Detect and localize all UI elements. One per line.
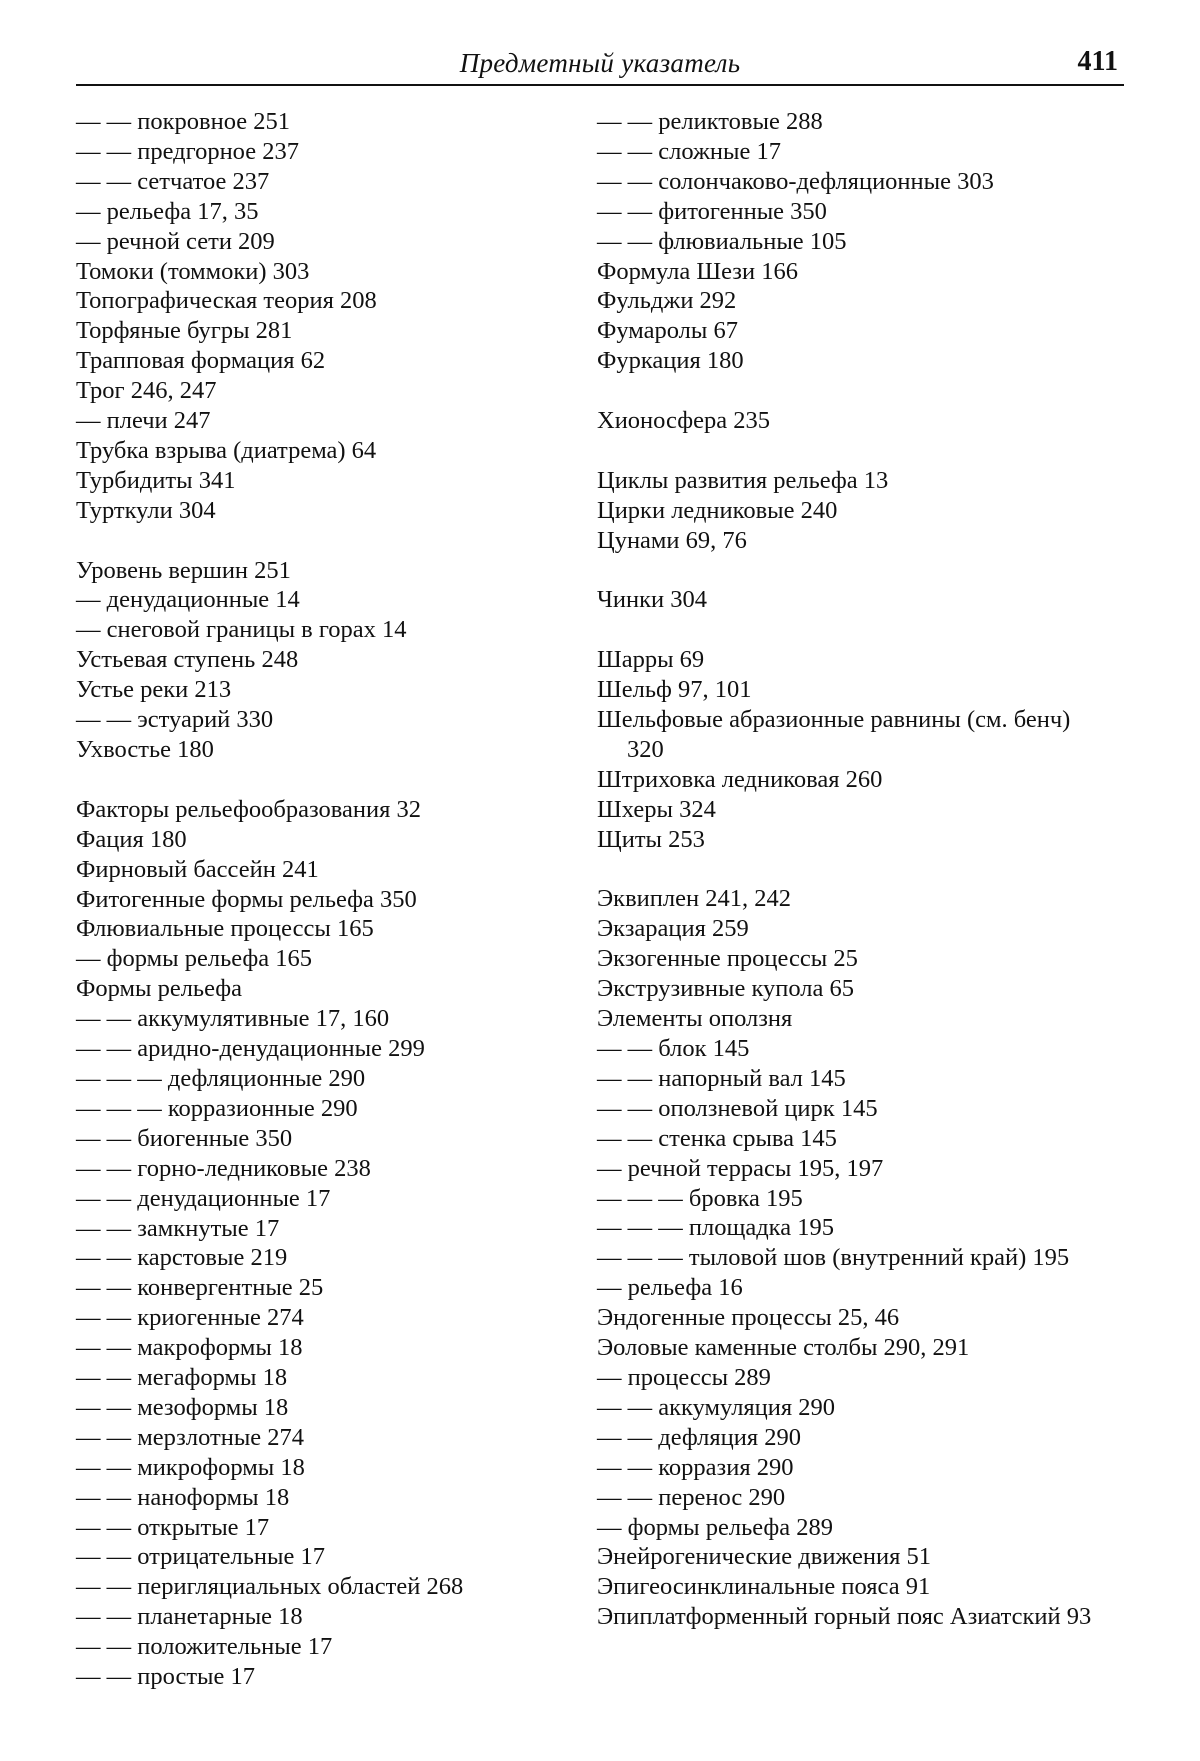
index-entry: Экзарация 259 bbox=[597, 915, 749, 943]
index-entry: Элементы оползня bbox=[597, 1005, 793, 1033]
index-entry: Фирновый бассейн 241 bbox=[76, 855, 319, 883]
index-entry: Эпиплатформенный горный пояс Азиатский 93 bbox=[597, 1603, 1092, 1631]
index-entry: Флювиальные процессы 165 bbox=[76, 915, 374, 943]
section-gap bbox=[597, 556, 1093, 586]
index-entry: — — сложные 17 bbox=[597, 137, 781, 165]
section-gap bbox=[76, 765, 576, 795]
section-gap bbox=[597, 376, 1093, 406]
index-entry: — — дефляция 290 bbox=[597, 1423, 802, 1451]
index-entry: — — аккумуляция 290 bbox=[597, 1393, 836, 1421]
index-entry: — — — тыловой шов (внутренний край) 195 bbox=[597, 1244, 1070, 1272]
index-entry: Цирки ледниковые 240 bbox=[597, 496, 838, 524]
index-entry: — плечи 247 bbox=[76, 407, 211, 435]
index-entry: Устьевая ступень 248 bbox=[76, 646, 299, 674]
index-entry: — — перенос 290 bbox=[597, 1483, 786, 1511]
index-entry: — — покровное 251 bbox=[76, 108, 290, 135]
index-entry: — формы рельефа 165 bbox=[76, 945, 313, 973]
index-entry: Шельфовые абразионные равнины (см. бенч) 320 bbox=[597, 706, 1071, 763]
index-entry: Шарры 69 bbox=[597, 646, 705, 674]
index-entry: — речной сети 209 bbox=[76, 227, 275, 255]
index-entry: — — аккумулятивные 17, 160 bbox=[76, 1005, 390, 1033]
index-entry: — — криогенные 274 bbox=[76, 1304, 304, 1332]
index-entry: — — сетчатое 237 bbox=[76, 167, 270, 195]
index-entry: — — биогенные 350 bbox=[76, 1124, 293, 1152]
index-entry: Эквиплен 241, 242 bbox=[597, 885, 791, 913]
index-entry: Хионосфера 235 bbox=[597, 407, 770, 435]
index-entry: — — — корразионные 290 bbox=[76, 1094, 358, 1122]
index-entry: — процессы 289 bbox=[597, 1363, 771, 1391]
index-entry: — — напорный вал 145 bbox=[597, 1064, 846, 1092]
index-entry: Трапповая формация 62 bbox=[76, 347, 326, 375]
index-entry: — — — площадка 195 bbox=[597, 1214, 834, 1242]
index-entry: Экзогенные процессы 25 bbox=[597, 945, 858, 973]
index-entry: Чинки 304 bbox=[597, 586, 708, 614]
index-entry: — — эстуарий 330 bbox=[76, 706, 274, 734]
index-entry: — рельефа 16 bbox=[597, 1274, 743, 1302]
index-entry: Формула Шези 166 bbox=[597, 257, 798, 285]
index-entry: — — горно-ледниковые 238 bbox=[76, 1154, 371, 1182]
index-entry: — — замкнутые 17 bbox=[76, 1214, 280, 1242]
index-entry: Турткули 304 bbox=[76, 496, 216, 524]
index-entry: — — солончаково-дефляционные 303 bbox=[597, 167, 994, 195]
index-entry: Цунами 69, 76 bbox=[597, 526, 747, 554]
index-entry: — денудационные 14 bbox=[76, 586, 300, 614]
index-entry: Эпигеосинклинальные пояса 91 bbox=[597, 1573, 931, 1601]
index-entry: — — блок 145 bbox=[597, 1035, 750, 1063]
index-entry: — снеговой границы в горах 14 bbox=[76, 616, 407, 644]
index-entry: Устье реки 213 bbox=[76, 676, 232, 704]
index-entry: Фация 180 bbox=[76, 825, 187, 853]
index-entry: — — аридно-денудационные 299 bbox=[76, 1035, 425, 1063]
index-entry: Трубка взрыва (диатрема) 64 bbox=[76, 436, 377, 464]
index-entry: — — карстовые 219 bbox=[76, 1244, 288, 1272]
index-entry: — — стенка срыва 145 bbox=[597, 1124, 837, 1152]
index-entry: — — флювиальные 105 bbox=[597, 227, 847, 255]
section-gap bbox=[76, 526, 576, 556]
page-header bbox=[76, 48, 1124, 88]
index-entry: Эоловые каменные столбы 290, 291 bbox=[597, 1334, 970, 1362]
index-entry: Фульджи 292 bbox=[597, 287, 737, 315]
index-entry: — речной террасы 195, 197 bbox=[597, 1154, 884, 1182]
index-entry: — — мерзлотные 274 bbox=[76, 1423, 305, 1451]
index-entry: — — мезоформы 18 bbox=[76, 1393, 289, 1421]
index-entry: — — отрицательные 17 bbox=[76, 1543, 325, 1571]
index-entry: Циклы развития рельефа 13 bbox=[597, 466, 889, 494]
index-entry: Трог 246, 247 bbox=[76, 377, 217, 405]
index-entry: — — перигляциальных областей 268 bbox=[76, 1573, 464, 1601]
section-gap bbox=[597, 855, 1093, 885]
index-column-left bbox=[76, 107, 576, 1692]
index-entry: Шельф 97, 101 bbox=[597, 676, 752, 704]
running-title: Предметный указатель bbox=[459, 48, 741, 78]
header-rule bbox=[76, 84, 1124, 86]
index-entry: Торфяные бугры 281 bbox=[76, 317, 293, 345]
index-entry: — — — бровка 195 bbox=[597, 1184, 803, 1212]
section-gap bbox=[597, 436, 1093, 466]
index-entry: Энейрогенические движения 51 bbox=[597, 1543, 932, 1571]
index-entry: Факторы рельефообразования 32 bbox=[76, 795, 421, 823]
index-entry: Ухвостье 180 bbox=[76, 736, 214, 764]
index-entry: — — наноформы 18 bbox=[76, 1483, 290, 1511]
index-entry: Уровень вершин 251 bbox=[76, 556, 291, 584]
index-entry: Формы рельефа bbox=[76, 975, 243, 1003]
index-entry: Штриховка ледниковая 260 bbox=[597, 765, 883, 793]
index-entry: — — открытые 17 bbox=[76, 1513, 270, 1541]
index-entry: — — — дефляционные 290 bbox=[76, 1064, 366, 1092]
index-entry: — — планетарные 18 bbox=[76, 1603, 303, 1631]
index-entry: — — реликтовые 288 bbox=[597, 108, 823, 135]
index-entry: — — фитогенные 350 bbox=[597, 197, 827, 225]
index-entry: Фумаролы 67 bbox=[597, 317, 738, 345]
index-entry: — — денудационные 17 bbox=[76, 1184, 331, 1212]
index-entry: Шхеры 324 bbox=[597, 795, 716, 823]
page-number: 411 bbox=[1077, 46, 1118, 77]
index-entry: — — предгорное 237 bbox=[76, 137, 299, 165]
index-entry: — — положительные 17 bbox=[76, 1633, 333, 1661]
index-entry: — — микроформы 18 bbox=[76, 1453, 305, 1481]
index-entry: — — макроформы 18 bbox=[76, 1334, 303, 1362]
index-entry: Топографическая теория 208 bbox=[76, 287, 377, 315]
index-entry: — — корразия 290 bbox=[597, 1453, 794, 1481]
section-gap bbox=[597, 615, 1093, 645]
index-column-right bbox=[597, 107, 1093, 1632]
index-entry: — — оползневой цирк 145 bbox=[597, 1094, 878, 1122]
index-entry: Эндогенные процессы 25, 46 bbox=[597, 1304, 900, 1332]
index-entry: Турбидиты 341 bbox=[76, 466, 236, 494]
index-entry: Щиты 253 bbox=[597, 825, 705, 853]
index-entry: Фитогенные формы рельефа 350 bbox=[76, 885, 417, 913]
index-entry: — формы рельефа 289 bbox=[597, 1513, 834, 1541]
index-entry: — — конвергентные 25 bbox=[76, 1274, 324, 1302]
index-entry: — — простые 17 bbox=[76, 1663, 256, 1691]
index-entry: Экструзивные купола 65 bbox=[597, 975, 855, 1003]
index-entry: — — мегаформы 18 bbox=[76, 1364, 288, 1392]
index-entry: Томоки (томмоки) 303 bbox=[76, 257, 310, 285]
index-entry: — рельефа 17, 35 bbox=[76, 197, 259, 225]
index-entry: Фуркация 180 bbox=[597, 347, 744, 375]
